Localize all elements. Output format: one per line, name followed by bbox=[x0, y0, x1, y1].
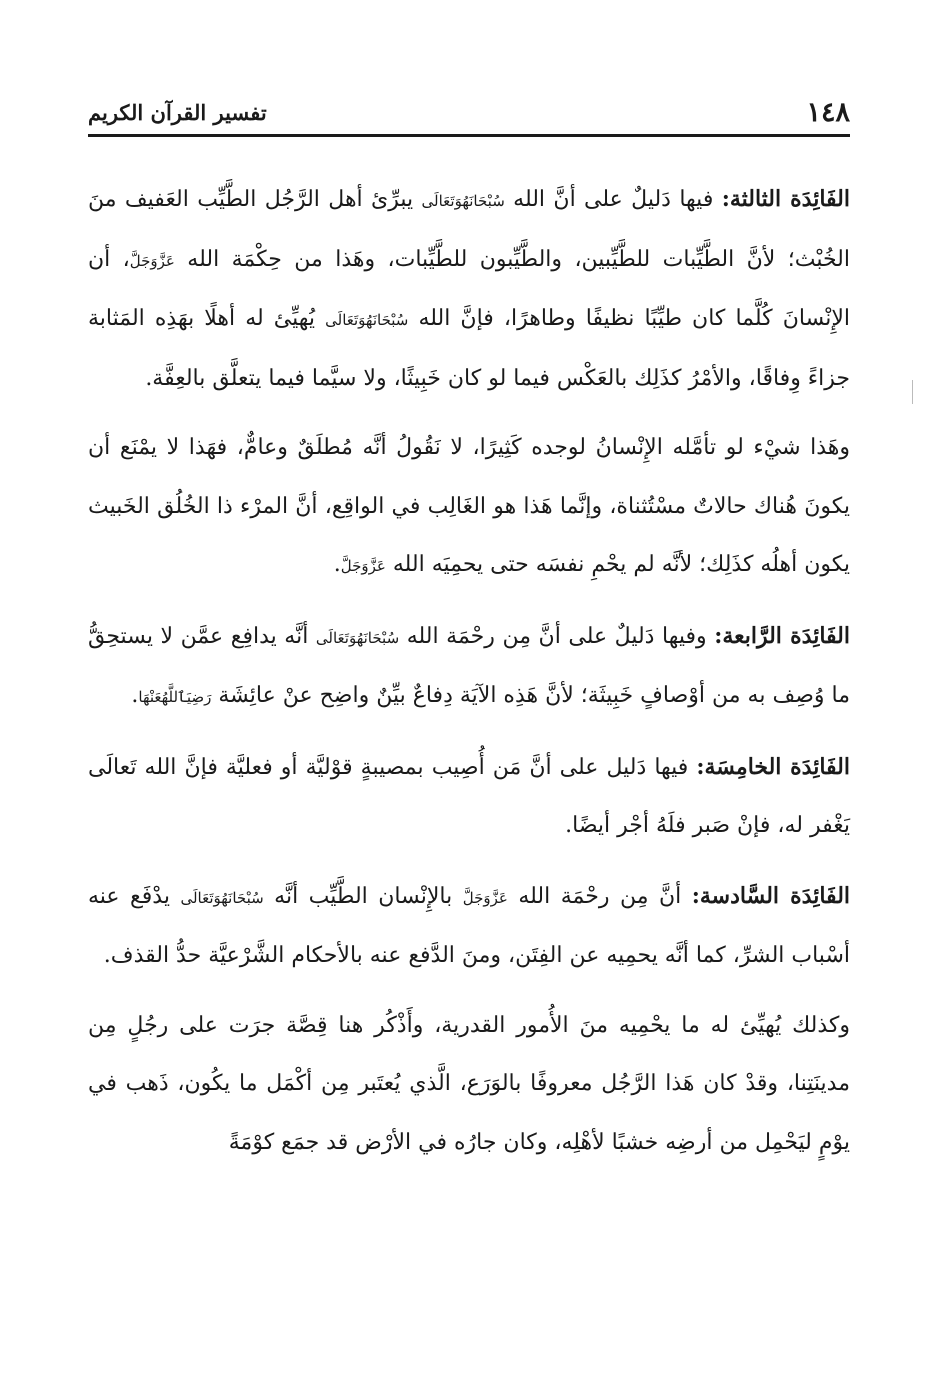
paragraph-text: فيها دَليلٌ على أنَّ الله bbox=[504, 187, 722, 212]
paragraph bbox=[88, 738, 850, 856]
paragraph-text: يبرِّئ أهل الرَّجُل الطَّيِّب العَفيف منَ الخُبْث؛ لأنَّ الطَّيِّبات للطَّيِّبين، والطَّيِّبون للطَّيِّبات، وهَذا من حِكْمَة الله bbox=[88, 187, 850, 272]
benefit-heading: الفَائِدَة السَّادسة: bbox=[691, 882, 851, 909]
paragraph bbox=[88, 419, 850, 596]
paragraph-text: . bbox=[333, 552, 341, 577]
header-rule bbox=[88, 134, 850, 137]
paragraph-text: يدْفَع عنه أسْباب الشرِّ، كما أنَّه يحمِيه عن الفِتَن، ومنَ الدَّفع عنه بالأحكام الشَّرْعيَّة حدُّ القذف. bbox=[88, 883, 850, 968]
honorific-phrase: سُبْحَانَهُوَتَعَالَى bbox=[180, 888, 264, 907]
honorific-phrase: عَزَّوَجَلَّ bbox=[340, 557, 386, 575]
honorific-phrase: سُبْحَانَهُوَتَعَالَى bbox=[315, 628, 400, 647]
paragraph bbox=[88, 997, 850, 1173]
paragraph-text: بالإِنْسان الطَّيِّب أنَّه bbox=[263, 883, 463, 909]
paragraph bbox=[88, 607, 850, 727]
paragraph-text: أنَّ مِن رحْمَة الله bbox=[507, 883, 692, 909]
honorific-phrase: عَزَّوَجَلَّ bbox=[129, 251, 175, 270]
benefit-heading: الفَائِدَة الخامِسَة: bbox=[696, 753, 850, 780]
margin-mark bbox=[912, 380, 913, 404]
body-text bbox=[88, 170, 850, 1183]
paragraph bbox=[88, 170, 850, 408]
running-header bbox=[88, 88, 850, 132]
paragraph-text: وهَذا شيْء لو تأمَّله الإِنْسانُ لوجده كَثِيرًا، لا نَقُولُ أنَّه مُطلَقٌ وعامٌّ، فهَذا لا يمْنَع أن يكونَ هُناك حالاتٌ مسْتُثناة، وإنَّما هَذا هو الغَالِب في الواقِع، أنَّ المرْء ذا الخُلُق الخَبيث يكون أهلُه كذَلِك؛ لأنَّه لم يحْمِ نفسَه حتى يحمِيَه الله bbox=[88, 435, 851, 577]
honorific-phrase: سُبْحَانَهُوَتَعَالَى bbox=[421, 192, 505, 210]
honorific-phrase: رَضِيَٱللَّهُعَنْهَا bbox=[138, 688, 212, 706]
page-number: ١٤٨ bbox=[806, 97, 850, 128]
paragraph-text: وكذلك يُهيِّئ له ما يحْمِيه منَ الأُمور القدرية، وأَذْكُر هنا قِصَّة جرَت على رجُلٍ مِن مدينَتِنا، وقدْ كان هَذا الرَّجُل معروفًا بالوَرَع، الَّذي يُعتَبر مِن أكْمَل ما يكُون، ذَهب في يوْمٍ ليَحْمِل من أرضِه خشبًا لأهْلِه، وكان جارُه في الأرْض قد جمَع كوْمَةً bbox=[88, 1012, 850, 1155]
paragraph-text: وفيها دَليلٌ على أنَّ مِن رحْمَة الله bbox=[399, 623, 715, 649]
paragraph bbox=[88, 867, 850, 986]
paragraph-text: يُهيِّئ له أهلًا بهَذِه المَثابة جزاءً وِفاقًا، والأمْرُ كذَلِك بالعَكْس فيما لو كان خَبِيثًا، ولا سيَّما فيما يتعلَّق بالعِفَّة. bbox=[88, 306, 850, 391]
honorific-phrase: عَزَّوَجَلَّ bbox=[462, 888, 508, 907]
paragraph-text: . bbox=[131, 683, 139, 708]
benefit-heading: الفَائِدَة الرَّابعة: bbox=[714, 622, 850, 649]
paragraph-text: فيها دَليل على أنَّ مَن أُصِيب بمصيبةٍ قوْليَّة أو فعليَّة فإنَّ الله تَعالَى يَغْفر له، فإنْ صَبر فلَهُ أجْر أيضًا. bbox=[88, 754, 850, 838]
benefit-heading: الفَائِدَة الثالثة: bbox=[721, 186, 850, 212]
paragraph-text: ، أن الإِنْسانَ كُلَّما كان طيِّبًا نظيفًا وطاهرًا، فإنَّ الله bbox=[88, 246, 850, 331]
honorific-phrase: سُبْحَانَهُوَتَعَالَى bbox=[325, 311, 409, 329]
book-title: تفسير القرآن الكريم bbox=[88, 100, 267, 125]
paragraph-text: أنَّه يدافِع عمَّن لا يستحِقُّ ما وُصِف به من أوْصافٍ خَبِيثَة؛ لأنَّ هَذِه الآيَة دِفاعٌ بيِّنٌ واضِح عنْ عائِشَة bbox=[88, 623, 850, 708]
